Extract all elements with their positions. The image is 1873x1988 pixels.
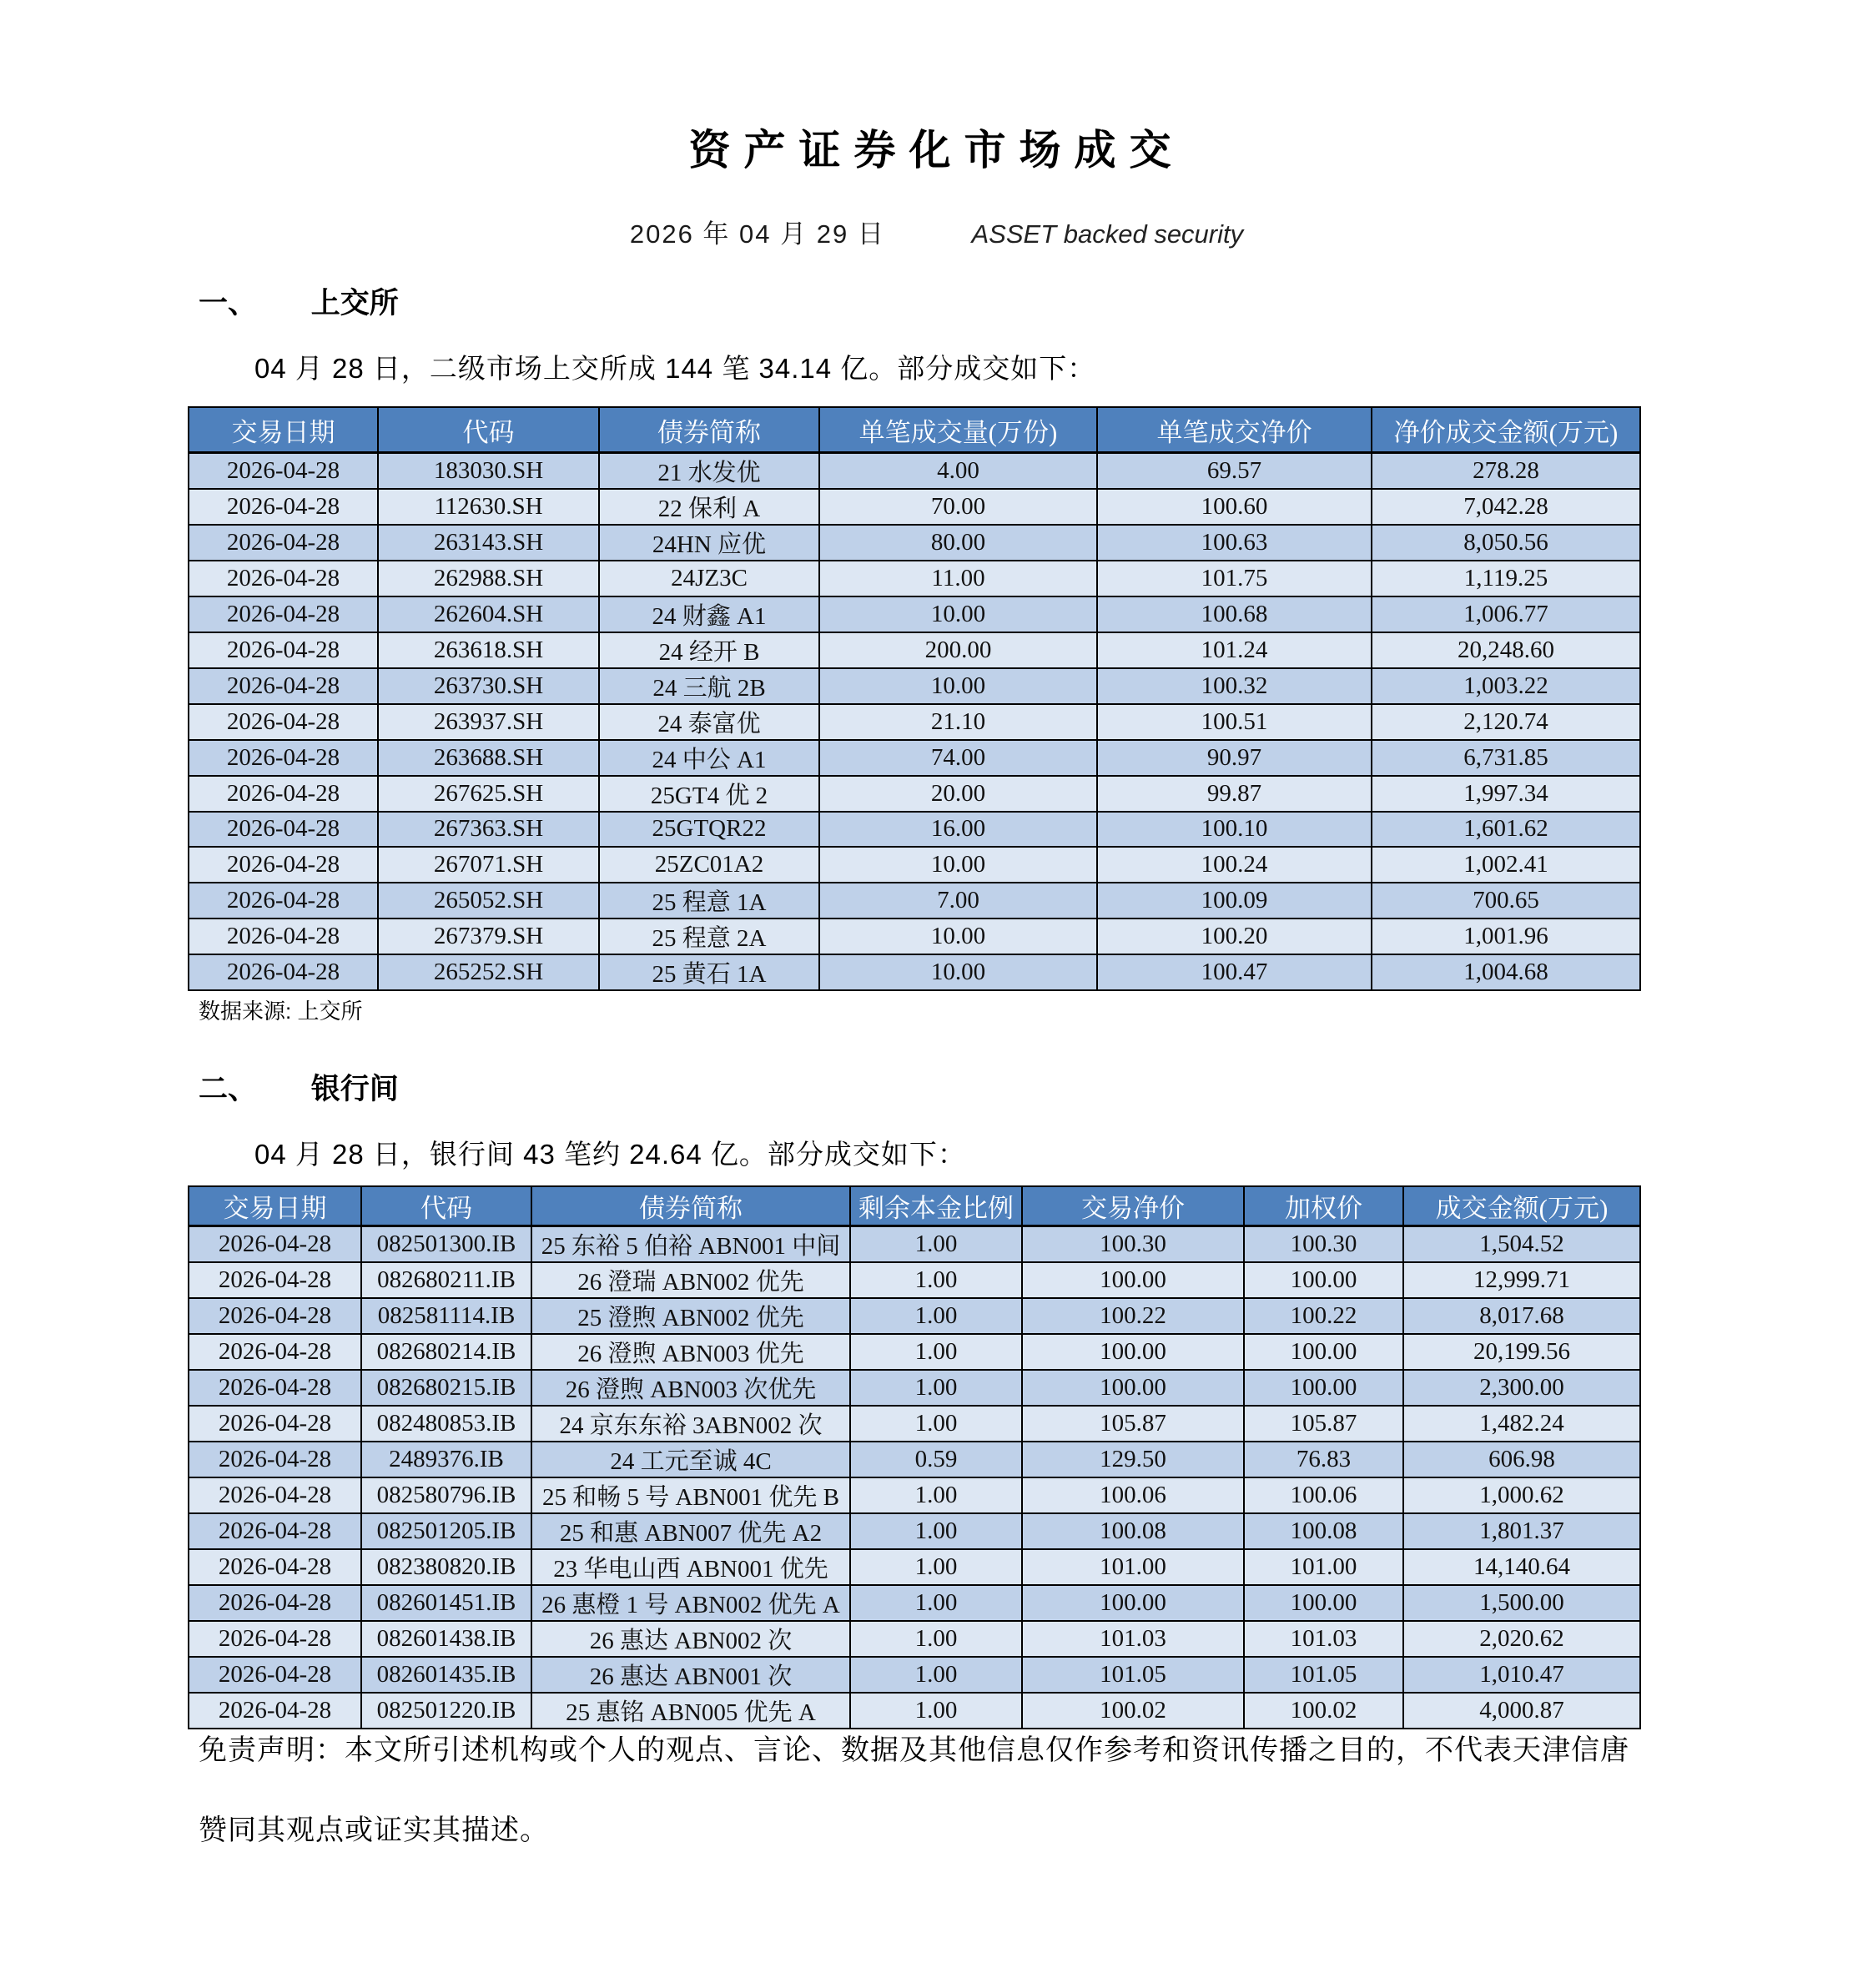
table-cell: 100.00 bbox=[1244, 1585, 1403, 1621]
table-cell: 100.51 bbox=[1097, 704, 1372, 740]
table-cell: 100.22 bbox=[1244, 1298, 1403, 1334]
table-cell: 082480853.IB bbox=[361, 1406, 531, 1442]
table-cell: 1,000.62 bbox=[1403, 1477, 1640, 1513]
table-cell: 20,199.56 bbox=[1403, 1334, 1640, 1370]
section-number: 二、 bbox=[199, 1073, 258, 1105]
table-cell: 11.00 bbox=[819, 561, 1097, 596]
table-cell: 24 京东东裕 3ABN002 次 bbox=[531, 1406, 850, 1442]
table-cell: 2026-04-28 bbox=[189, 776, 378, 812]
table-row bbox=[189, 1513, 1640, 1549]
table-cell: 1.00 bbox=[850, 1477, 1022, 1513]
table-row bbox=[189, 1226, 1640, 1263]
table-cell: 2026-04-28 bbox=[189, 919, 378, 954]
table-cell: 100.06 bbox=[1022, 1477, 1244, 1513]
table-cell: 100.10 bbox=[1097, 812, 1372, 848]
table-cell: 24 中公 A1 bbox=[599, 740, 819, 776]
column-header: 交易日期 bbox=[189, 407, 378, 453]
table-row bbox=[189, 776, 1640, 812]
table-row bbox=[189, 919, 1640, 954]
table-cell: 2026-04-28 bbox=[189, 668, 378, 704]
table-cell: 22 保利 A bbox=[599, 489, 819, 525]
table-cell: 2026-04-28 bbox=[189, 561, 378, 596]
table-cell: 26 惠橙 1 号 ABN002 优先 A bbox=[531, 1585, 850, 1621]
table-row bbox=[189, 1477, 1640, 1513]
table-cell: 2026-04-28 bbox=[189, 1370, 361, 1406]
table-cell: 2026-04-28 bbox=[189, 525, 378, 561]
table-cell: 25 黄石 1A bbox=[599, 954, 819, 990]
table-cell: 183030.SH bbox=[378, 453, 599, 490]
table-cell: 105.87 bbox=[1022, 1406, 1244, 1442]
table-cell: 14,140.64 bbox=[1403, 1549, 1640, 1585]
table-cell: 69.57 bbox=[1097, 453, 1372, 490]
table-cell: 267379.SH bbox=[378, 919, 599, 954]
table-cell: 100.32 bbox=[1097, 668, 1372, 704]
table-cell: 1,010.47 bbox=[1403, 1657, 1640, 1693]
table-cell: 100.00 bbox=[1022, 1370, 1244, 1406]
table-cell: 25 程意 2A bbox=[599, 919, 819, 954]
table-cell: 100.63 bbox=[1097, 525, 1372, 561]
table-cell: 129.50 bbox=[1022, 1442, 1244, 1477]
table-cell: 263618.SH bbox=[378, 632, 599, 668]
table-cell: 24 工元至诚 4C bbox=[531, 1442, 850, 1477]
table-cell: 1,002.41 bbox=[1372, 847, 1640, 883]
table-cell: 10.00 bbox=[819, 954, 1097, 990]
table-cell: 1.00 bbox=[850, 1334, 1022, 1370]
table-cell: 25 惠铭 ABN005 优先 A bbox=[531, 1693, 850, 1729]
table-cell: 1.00 bbox=[850, 1657, 1022, 1693]
table-cell: 267625.SH bbox=[378, 776, 599, 812]
table-cell: 082581114.IB bbox=[361, 1298, 531, 1334]
table-cell: 100.00 bbox=[1022, 1585, 1244, 1621]
table-cell: 25GT4 优 2 bbox=[599, 776, 819, 812]
table-cell: 20.00 bbox=[819, 776, 1097, 812]
table-cell: 1.00 bbox=[850, 1406, 1022, 1442]
table-cell: 101.05 bbox=[1022, 1657, 1244, 1693]
table-cell: 700.65 bbox=[1372, 883, 1640, 919]
table-cell: 100.00 bbox=[1022, 1262, 1244, 1298]
table-row bbox=[189, 489, 1640, 525]
table-cell: 1,801.37 bbox=[1403, 1513, 1640, 1549]
table-cell: 10.00 bbox=[819, 668, 1097, 704]
table-cell: 26 澄煦 ABN003 优先 bbox=[531, 1334, 850, 1370]
table-cell: 101.75 bbox=[1097, 561, 1372, 596]
section-heading-sse bbox=[199, 280, 399, 322]
table-cell: 2026-04-28 bbox=[189, 1442, 361, 1477]
table-cell: 2026-04-28 bbox=[189, 954, 378, 990]
table-cell: 6,731.85 bbox=[1372, 740, 1640, 776]
table-cell: 2026-04-28 bbox=[189, 1262, 361, 1298]
table-cell: 100.68 bbox=[1097, 596, 1372, 632]
table-cell: 100.06 bbox=[1244, 1477, 1403, 1513]
interbank-trades-table bbox=[188, 1185, 1641, 1729]
sse-trades-table bbox=[188, 406, 1641, 991]
table-row bbox=[189, 453, 1640, 490]
table-cell: 26 惠达 ABN001 次 bbox=[531, 1657, 850, 1693]
table-cell: 80.00 bbox=[819, 525, 1097, 561]
table-cell: 24 财鑫 A1 bbox=[599, 596, 819, 632]
column-header: 成交金额(万元) bbox=[1403, 1186, 1640, 1226]
table-cell: 70.00 bbox=[819, 489, 1097, 525]
table-cell: 100.00 bbox=[1244, 1370, 1403, 1406]
table-cell: 082501205.IB bbox=[361, 1513, 531, 1549]
table-cell: 1,001.96 bbox=[1372, 919, 1640, 954]
table-cell: 100.20 bbox=[1097, 919, 1372, 954]
table-row bbox=[189, 1406, 1640, 1442]
table-cell: 082601435.IB bbox=[361, 1657, 531, 1693]
table-cell: 1,601.62 bbox=[1372, 812, 1640, 848]
table-cell: 082601438.IB bbox=[361, 1621, 531, 1657]
table-cell: 101.03 bbox=[1244, 1621, 1403, 1657]
table-cell: 101.24 bbox=[1097, 632, 1372, 668]
table-cell: 267071.SH bbox=[378, 847, 599, 883]
table-cell: 1,482.24 bbox=[1403, 1406, 1640, 1442]
table-cell: 2026-04-28 bbox=[189, 847, 378, 883]
table-cell: 12,999.71 bbox=[1403, 1262, 1640, 1298]
table-cell: 2026-04-28 bbox=[189, 1657, 361, 1693]
table-cell: 1,003.22 bbox=[1372, 668, 1640, 704]
disclaimer-text: 免责声明：本文所引述机构或个人的观点、言论、数据及其他信息仅作参考和资讯传播之目的，不代表天津信唐赞同其观点或证实其描述。 bbox=[199, 1734, 1629, 1846]
table-cell: 24 泰富优 bbox=[599, 704, 819, 740]
table-cell: 1,504.52 bbox=[1403, 1226, 1640, 1263]
table-cell: 2026-04-28 bbox=[189, 453, 378, 490]
table-row bbox=[189, 596, 1640, 632]
table-cell: 278.28 bbox=[1372, 453, 1640, 490]
table-cell: 265052.SH bbox=[378, 883, 599, 919]
table-cell: 21 水发优 bbox=[599, 453, 819, 490]
table-cell: 1.00 bbox=[850, 1226, 1022, 1263]
column-header: 代码 bbox=[361, 1186, 531, 1226]
table-cell: 265252.SH bbox=[378, 954, 599, 990]
table-cell: 25GTQR22 bbox=[599, 812, 819, 848]
table-cell: 101.00 bbox=[1244, 1549, 1403, 1585]
table-cell: 112630.SH bbox=[378, 489, 599, 525]
table-cell: 2026-04-28 bbox=[189, 1406, 361, 1442]
column-header: 债券简称 bbox=[531, 1186, 850, 1226]
table-cell: 2026-04-28 bbox=[189, 704, 378, 740]
table-cell: 100.08 bbox=[1244, 1513, 1403, 1549]
table-cell: 082501300.IB bbox=[361, 1226, 531, 1263]
table-cell: 082680211.IB bbox=[361, 1262, 531, 1298]
interbank-intro-text: 04 月 28 日，银行间 43 笔约 24.64 亿。部分成交如下： bbox=[254, 1139, 966, 1170]
table-cell: 21.10 bbox=[819, 704, 1097, 740]
column-header: 单笔成交净价 bbox=[1097, 407, 1372, 453]
table-cell: 4,000.87 bbox=[1403, 1693, 1640, 1729]
table-cell: 2026-04-28 bbox=[189, 596, 378, 632]
column-header: 交易净价 bbox=[1022, 1186, 1244, 1226]
table-row bbox=[189, 1621, 1640, 1657]
table-cell: 100.08 bbox=[1022, 1513, 1244, 1549]
table-cell: 263143.SH bbox=[378, 525, 599, 561]
header-row bbox=[189, 1186, 1640, 1226]
table-cell: 100.00 bbox=[1022, 1334, 1244, 1370]
column-header: 加权价 bbox=[1244, 1186, 1403, 1226]
table-row bbox=[189, 1549, 1640, 1585]
table-cell: 101.05 bbox=[1244, 1657, 1403, 1693]
table-cell: 20,248.60 bbox=[1372, 632, 1640, 668]
table-row bbox=[189, 1442, 1640, 1477]
column-header: 债券简称 bbox=[599, 407, 819, 453]
table-row bbox=[189, 954, 1640, 990]
dateline bbox=[0, 213, 1873, 250]
table-cell: 2026-04-28 bbox=[189, 1334, 361, 1370]
table-cell: 263730.SH bbox=[378, 668, 599, 704]
table-cell: 100.24 bbox=[1097, 847, 1372, 883]
section-name: 上交所 bbox=[310, 287, 399, 320]
table-cell: 8,050.56 bbox=[1372, 525, 1640, 561]
table-cell: 2,020.62 bbox=[1403, 1621, 1640, 1657]
table-row bbox=[189, 1585, 1640, 1621]
section-heading-interbank bbox=[199, 1066, 399, 1108]
table-cell: 100.60 bbox=[1097, 489, 1372, 525]
table-cell: 1,006.77 bbox=[1372, 596, 1640, 632]
table-cell: 74.00 bbox=[819, 740, 1097, 776]
table-cell: 24HN 应优 bbox=[599, 525, 819, 561]
table-cell: 101.00 bbox=[1022, 1549, 1244, 1585]
table-cell: 2026-04-28 bbox=[189, 1477, 361, 1513]
table-cell: 1.00 bbox=[850, 1513, 1022, 1549]
table-cell: 1.00 bbox=[850, 1298, 1022, 1334]
table-cell: 4.00 bbox=[819, 453, 1097, 490]
table-cell: 262604.SH bbox=[378, 596, 599, 632]
table-cell: 100.22 bbox=[1022, 1298, 1244, 1334]
table-cell: 100.00 bbox=[1244, 1262, 1403, 1298]
table-cell: 25 东裕 5 伯裕 ABN001 中间 bbox=[531, 1226, 850, 1263]
table-cell: 100.47 bbox=[1097, 954, 1372, 990]
table-row bbox=[189, 883, 1640, 919]
column-header: 单笔成交量(万份) bbox=[819, 407, 1097, 453]
table-row bbox=[189, 668, 1640, 704]
table-cell: 1.00 bbox=[850, 1585, 1022, 1621]
table-cell: 1.00 bbox=[850, 1693, 1022, 1729]
table-cell: 10.00 bbox=[819, 919, 1097, 954]
table-cell: 2026-04-28 bbox=[189, 489, 378, 525]
table-row bbox=[189, 740, 1640, 776]
table-cell: 1.00 bbox=[850, 1621, 1022, 1657]
table-cell: 24 经开 B bbox=[599, 632, 819, 668]
table-cell: 1.00 bbox=[850, 1549, 1022, 1585]
table-cell: 25 澄煦 ABN002 优先 bbox=[531, 1298, 850, 1334]
table-cell: 2026-04-28 bbox=[189, 1226, 361, 1263]
table-cell: 606.98 bbox=[1403, 1442, 1640, 1477]
table-cell: 2026-04-28 bbox=[189, 740, 378, 776]
table-cell: 263937.SH bbox=[378, 704, 599, 740]
table-cell: 100.00 bbox=[1244, 1334, 1403, 1370]
table-cell: 2026-04-28 bbox=[189, 883, 378, 919]
table-cell: 200.00 bbox=[819, 632, 1097, 668]
table-cell: 10.00 bbox=[819, 596, 1097, 632]
table-cell: 2026-04-28 bbox=[189, 632, 378, 668]
table-cell: 100.30 bbox=[1022, 1226, 1244, 1263]
column-header: 代码 bbox=[378, 407, 599, 453]
table-cell: 100.09 bbox=[1097, 883, 1372, 919]
sse-intro-text: 04 月 28 日，二级市场上交所成 144 笔 34.14 亿。部分成交如下： bbox=[254, 353, 1096, 384]
table-cell: 2026-04-28 bbox=[189, 1585, 361, 1621]
table-cell: 2,120.74 bbox=[1372, 704, 1640, 740]
table-cell: 1,119.25 bbox=[1372, 561, 1640, 596]
table-cell: 7.00 bbox=[819, 883, 1097, 919]
table-cell: 99.87 bbox=[1097, 776, 1372, 812]
table-row bbox=[189, 1298, 1640, 1334]
table-cell: 24 三航 2B bbox=[599, 668, 819, 704]
table-cell: 101.03 bbox=[1022, 1621, 1244, 1657]
table-cell: 26 惠达 ABN002 次 bbox=[531, 1621, 850, 1657]
table-cell: 7,042.28 bbox=[1372, 489, 1640, 525]
table-cell: 25 程意 1A bbox=[599, 883, 819, 919]
table-cell: 1,997.34 bbox=[1372, 776, 1640, 812]
table-cell: 262988.SH bbox=[378, 561, 599, 596]
table-cell: 263688.SH bbox=[378, 740, 599, 776]
table-cell: 2489376.IB bbox=[361, 1442, 531, 1477]
table-cell: 2026-04-28 bbox=[189, 1693, 361, 1729]
table-cell: 100.02 bbox=[1022, 1693, 1244, 1729]
table-cell: 2026-04-28 bbox=[189, 1298, 361, 1334]
table-cell: 082501220.IB bbox=[361, 1693, 531, 1729]
table-cell: 2,300.00 bbox=[1403, 1370, 1640, 1406]
table-cell: 105.87 bbox=[1244, 1406, 1403, 1442]
table-cell: 90.97 bbox=[1097, 740, 1372, 776]
table-cell: 1,500.00 bbox=[1403, 1585, 1640, 1621]
section-number: 一、 bbox=[199, 287, 258, 320]
table-cell: 23 华电山西 ABN001 优先 bbox=[531, 1549, 850, 1585]
table-cell: 082580796.IB bbox=[361, 1477, 531, 1513]
column-header: 交易日期 bbox=[189, 1186, 361, 1226]
table-cell: 2026-04-28 bbox=[189, 812, 378, 848]
data-source-note: 数据来源: 上交所 bbox=[199, 999, 363, 1024]
table-row bbox=[189, 525, 1640, 561]
table-row bbox=[189, 1657, 1640, 1693]
report-date: 2026 年 04 月 29 日 bbox=[629, 219, 885, 249]
table-cell: 25 和畅 5 号 ABN001 优先 B bbox=[531, 1477, 850, 1513]
table-row bbox=[189, 704, 1640, 740]
table-cell: 100.30 bbox=[1244, 1226, 1403, 1263]
table-cell: 2026-04-28 bbox=[189, 1549, 361, 1585]
table-cell: 267363.SH bbox=[378, 812, 599, 848]
section-name: 银行间 bbox=[310, 1073, 399, 1105]
table-row bbox=[189, 1262, 1640, 1298]
table-row bbox=[189, 812, 1640, 848]
table-row bbox=[189, 561, 1640, 596]
table-row bbox=[189, 1334, 1640, 1370]
column-header: 剩余本金比例 bbox=[850, 1186, 1022, 1226]
table-cell: 24JZ3C bbox=[599, 561, 819, 596]
column-header: 净价成交金额(万元) bbox=[1372, 407, 1640, 453]
table-cell: 2026-04-28 bbox=[189, 1621, 361, 1657]
table-row bbox=[189, 632, 1640, 668]
page-title: 资产证券化市场成交 bbox=[688, 127, 1185, 174]
table-cell: 1,004.68 bbox=[1372, 954, 1640, 990]
table-cell: 082680215.IB bbox=[361, 1370, 531, 1406]
header-row bbox=[189, 407, 1640, 453]
table-row bbox=[189, 1370, 1640, 1406]
table-cell: 25 和惠 ABN007 优先 A2 bbox=[531, 1513, 850, 1549]
table-cell: 26 澄煦 ABN003 次优先 bbox=[531, 1370, 850, 1406]
table-cell: 100.02 bbox=[1244, 1693, 1403, 1729]
table-cell: 16.00 bbox=[819, 812, 1097, 848]
table-cell: 26 澄瑞 ABN002 优先 bbox=[531, 1262, 850, 1298]
table-cell: 2026-04-28 bbox=[189, 1513, 361, 1549]
table-cell: 10.00 bbox=[819, 847, 1097, 883]
table-cell: 082680214.IB bbox=[361, 1334, 531, 1370]
table-row bbox=[189, 847, 1640, 883]
table-cell: 082601451.IB bbox=[361, 1585, 531, 1621]
table-cell: 8,017.68 bbox=[1403, 1298, 1640, 1334]
table-cell: 0.59 bbox=[850, 1442, 1022, 1477]
subtitle-english: ASSET backed security bbox=[971, 219, 1244, 249]
table-cell: 76.83 bbox=[1244, 1442, 1403, 1477]
table-cell: 25ZC01A2 bbox=[599, 847, 819, 883]
table-cell: 1.00 bbox=[850, 1370, 1022, 1406]
table-cell: 1.00 bbox=[850, 1262, 1022, 1298]
table-cell: 082380820.IB bbox=[361, 1549, 531, 1585]
